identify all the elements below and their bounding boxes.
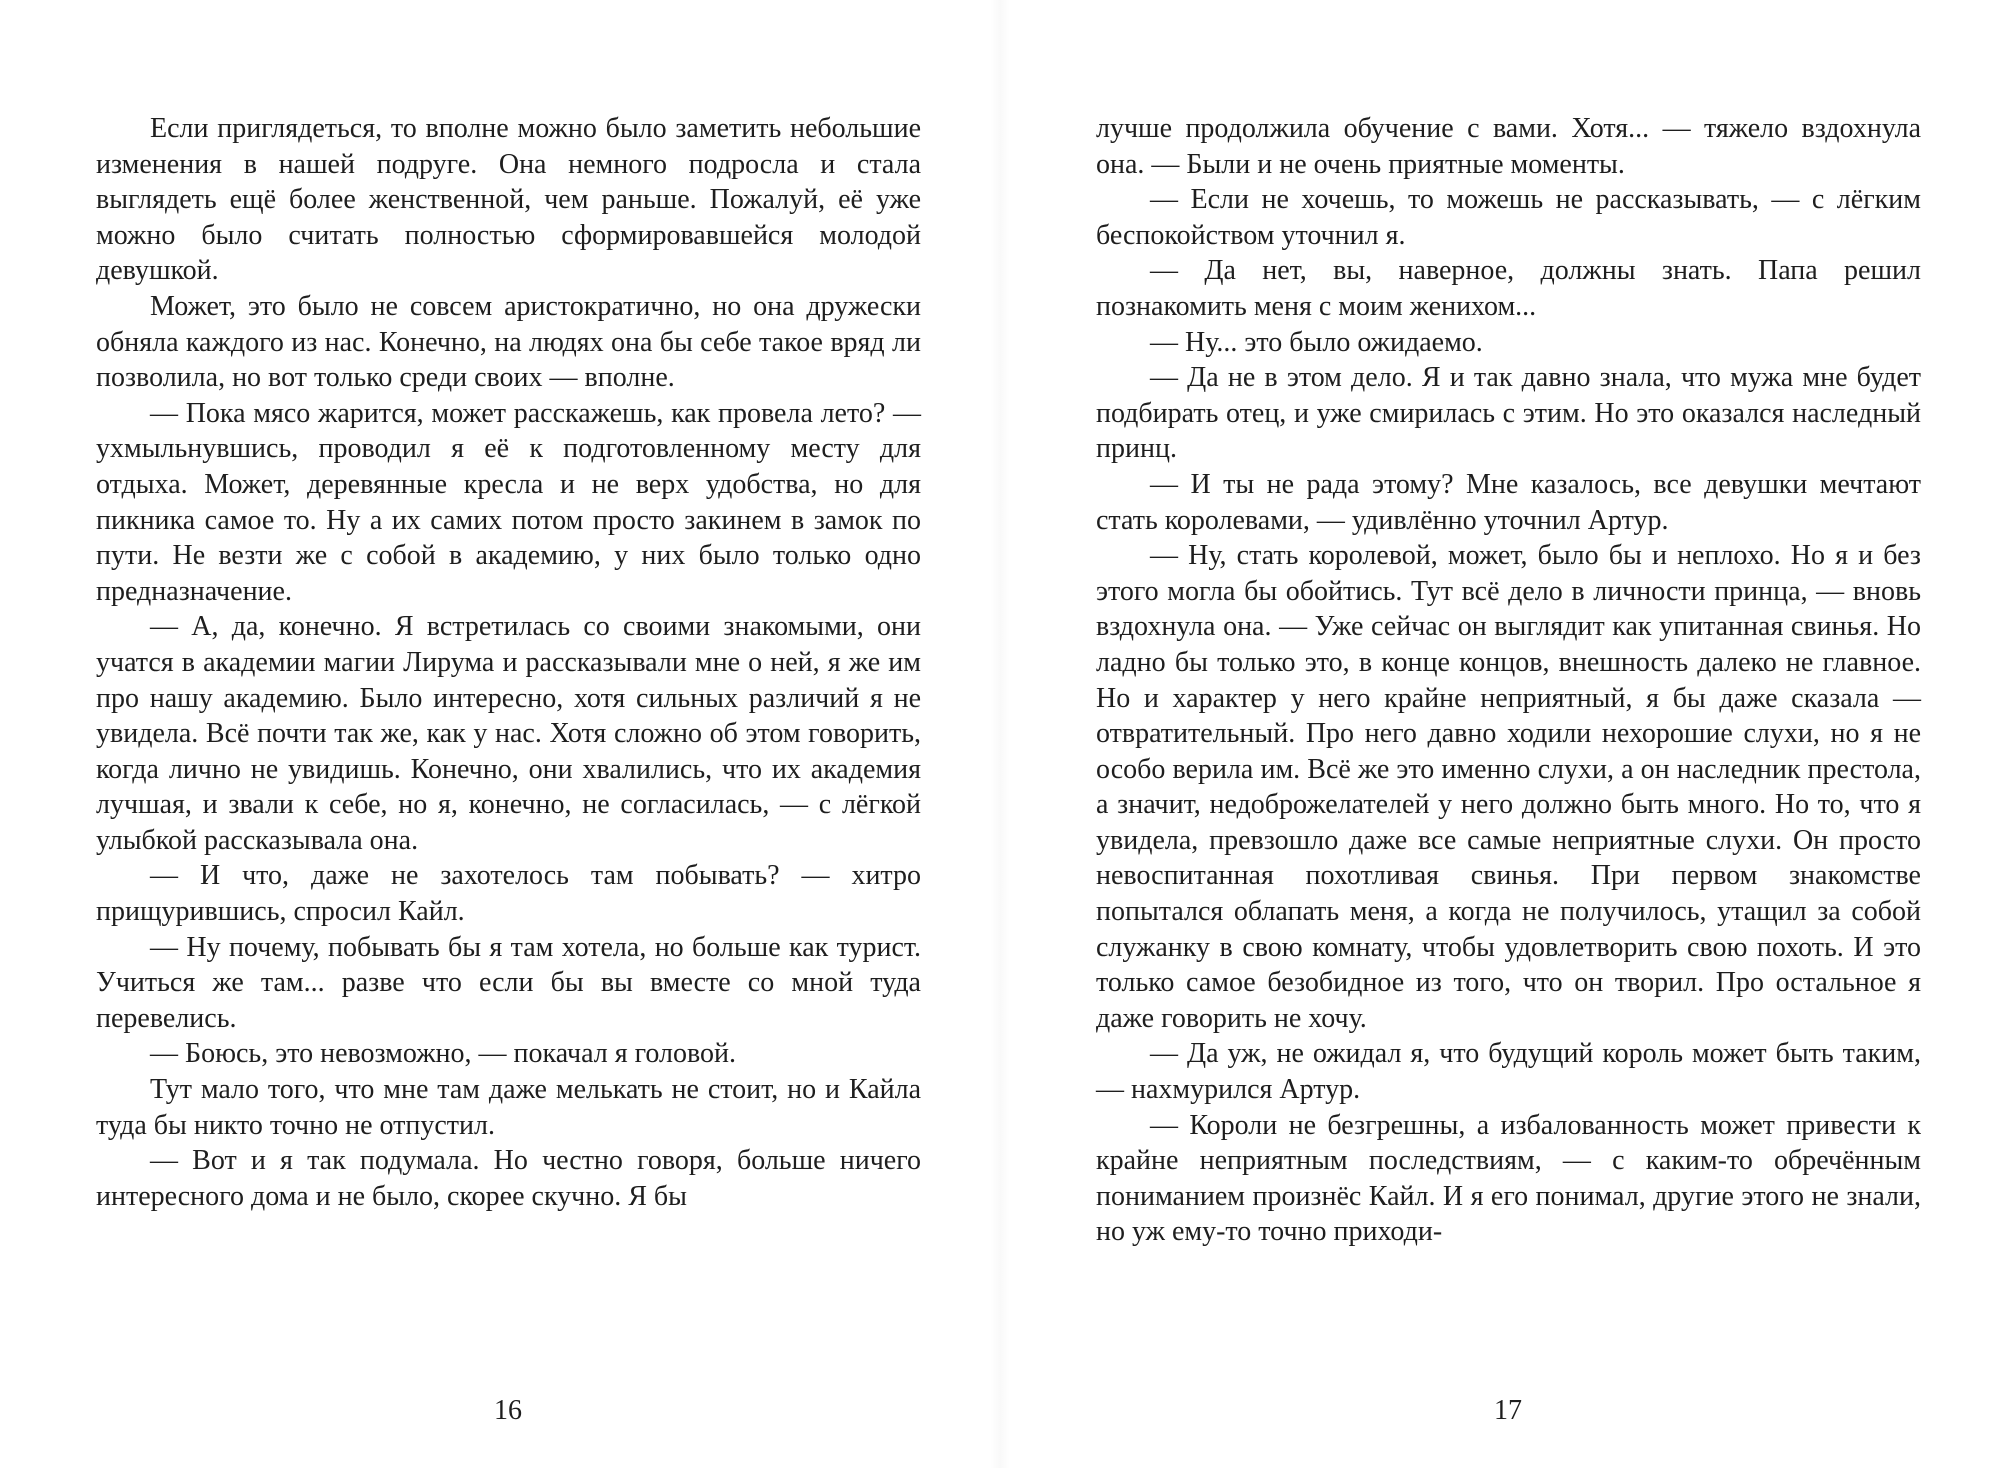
- paragraph: — Ну, стать королевой, может, было бы и неплохо. Но я и без этого могла бы обойтись. Тут всё дело в личности принца, — вновь вздохнула она. — Уже сейчас он выглядит как упитанная свинья. Но ладно бы только это, в конце концов, внешность далеко не главное. Но и характер у него крайне неприятный, я бы даже сказала — отвратительный. Про него давно ходили нехорошие слухи, но я не особо верила им. Всё же это именно слухи, а он наследник престола, а значит, недоброжелателей у него должно быть много. Но то, что я увидела, превзошло даже все самые неприятные слухи. Он просто невоспитанная похотливая свинья. При первом знакомстве попытался облапать меня, а когда не получилось, утащил за собой служанку в свою комнату, чтобы удовлетворить свою похоть. И это только самое безобидное из того, что он творил. Про остальное я даже говорить не хочу.: [1096, 540, 1921, 1034]
- book-gutter: [990, 0, 1010, 1468]
- right-page-text: [1096, 111, 1921, 1250]
- paragraph: — Короли не безгрешны, а избалованность может привести к крайне неприятным последствиям, — с каким-то обречённым пониманием произнёс Кайл. И я его понимал, другие этого не знали, но уж ему-то точно приходи-: [1096, 1109, 1921, 1248]
- paragraph-continuation: лучше продолжила обучение с вами. Хотя... — тяжело вздохнула она. — Были и не очень приятные моменты.: [1096, 113, 1921, 180]
- paragraph: — А, да, конечно. Я встретилась со своими знакомыми, они учатся в академии магии Лирума и рассказывали мне о ней, я же им про нашу академию. Было интересно, хотя сильных различий я не увидела. Всё почти так же, как у нас. Хотя сложно об этом говорить, когда лично не увидишь. Конечно, они хвалились, что их академия лучшая, и звали к себе, но я, конечно, не согласилась, — с лёгкой улыбкой рассказывала она.: [96, 611, 921, 856]
- paragraph: — Если не хочешь, то можешь не рассказывать, — с лёгким беспокойством уточнил я.: [1096, 184, 1921, 251]
- paragraph: Если приглядеться, то вполне можно было заметить небольшие изменения в нашей подруге. Она немного подросла и стала выглядеть ещё более женственной, чем раньше. Пожалуй, её уже можно было считать полностью сформировавшейся молодой девушкой.: [96, 113, 921, 287]
- paragraph: — И ты не рада этому? Мне казалось, все девушки мечтают стать королевами, — удивлённо уточнил Артур.: [1096, 468, 1921, 536]
- right-page: [1000, 0, 2000, 1468]
- paragraph: — Пока мясо жарится, может расскажешь, как провела лето? — ухмыльнувшись, проводил я её к подготовленному месту для отдыха. Может, деревянные кресла и не верх удобства, но для пикника самое то. Ну а их самих потом просто закинем в замок по пути. Не везти же с собой в академию, у них было только одно предназначение.: [96, 397, 921, 607]
- page-number-right: 17: [1494, 1395, 1522, 1426]
- paragraph: Может, это было не совсем аристократично, но она дружески обняла каждого из нас. Конечно, на людях она бы себе такое вряд ли позволила, но вот только среди своих — вполне.: [96, 290, 921, 394]
- paragraph: — Да не в этом дело. Я и так давно знала, что мужа мне будет подбирать отец, и уже смирилась с этим. Но это оказался наследный принц.: [1096, 362, 1921, 465]
- paragraph: — Вот и я так подумала. Но честно говоря, больше ничего интересного дома и не было, скорее скучно. Я бы: [96, 1145, 921, 1212]
- paragraph: — Ну... это было ожидаемо.: [1150, 326, 1483, 358]
- paragraph: Тут мало того, что мне там даже мелькать не стоит, но и Кайла туда бы никто точно не отпустил.: [96, 1074, 921, 1141]
- paragraph: — Боюсь, это невозможно, — покачал я головой.: [150, 1038, 737, 1070]
- left-page-text: [96, 111, 921, 1214]
- page-number-left: 16: [494, 1395, 522, 1426]
- paragraph: — Да уж, не ожидал я, что будущий король может быть таким, — нахмурился Артур.: [1096, 1038, 1921, 1106]
- paragraph: — Ну почему, побывать бы я там хотела, но больше как турист. Учиться же там... разве что если бы вы вместе со мной туда перевелись.: [96, 931, 921, 1034]
- paragraph: — И что, даже не захотелось там побывать? — хитро прищурившись, спросил Кайл.: [96, 860, 921, 928]
- paragraph: — Да нет, вы, наверное, должны знать. Папа решил познакомить меня с моим женихом...: [1096, 255, 1921, 322]
